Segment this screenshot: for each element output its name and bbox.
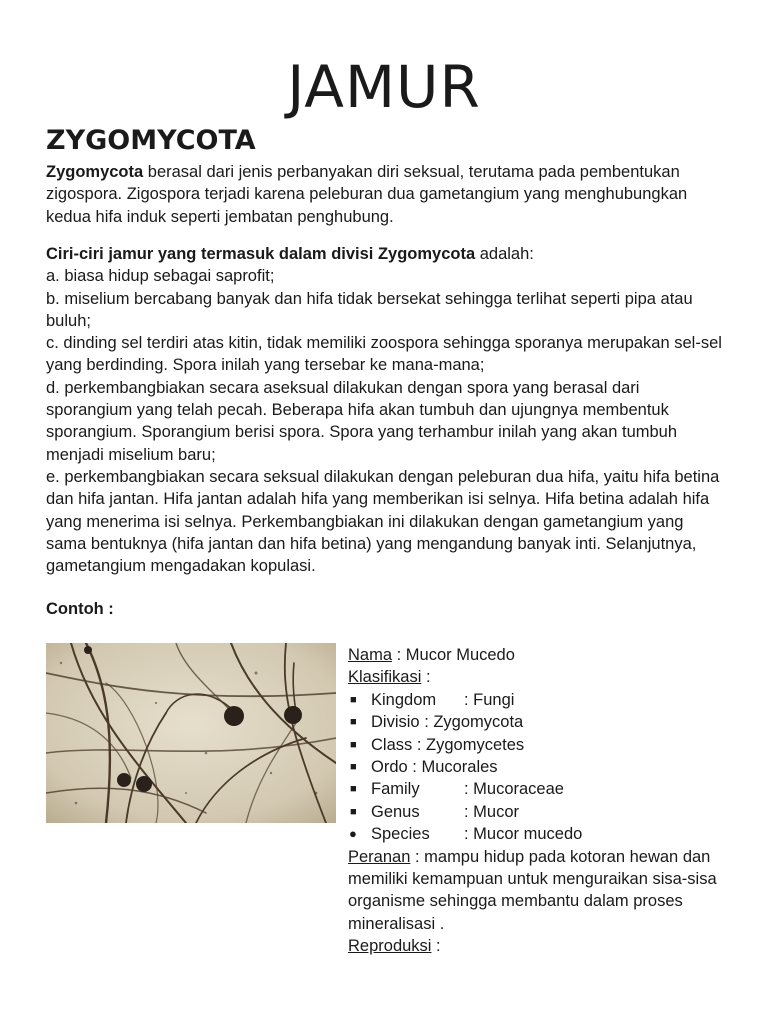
peranan-label: Peranan	[348, 847, 411, 866]
peranan-paragraph	[348, 846, 733, 936]
classification-key: Divisio	[371, 713, 420, 732]
classification-value: : Zygomycetes	[416, 735, 525, 754]
classification-item	[348, 778, 733, 800]
intro-text: berasal dari jenis perbanyakan diri seksual, terutama pada pembentukan zigospora. Zigospora terjadi karena peleburan dua gametangium yang menghubungkan kedua hifa induk seperti jembatan penghubung.	[46, 163, 688, 226]
name-value: : Mucor Mucedo	[392, 646, 515, 664]
section-title: ZYGOMYCOTA	[46, 125, 256, 156]
criteria-item-c: c. dinding sel terdiri atas kitin, tidak memiliki zoospora sehingga sporanya merupakan sel-sel yang berdinding. Spora inilah yang tersebar ke mana-mana;	[46, 334, 722, 375]
square-bullet-icon: ■	[350, 761, 357, 774]
reproduksi-label: Reproduksi	[348, 937, 432, 956]
species-name-line	[348, 644, 733, 666]
name-label: Nama	[348, 646, 393, 664]
classification-value: : Mucoraceae	[464, 780, 564, 799]
example-label: Contoh :	[46, 600, 114, 618]
classification-item	[348, 689, 733, 711]
square-bullet-icon: ■	[350, 805, 357, 818]
reproduksi-line	[348, 935, 733, 957]
klasifikasi-label: Klasifikasi	[348, 668, 422, 687]
reproduksi-colon: :	[431, 937, 441, 956]
intro-paragraph	[46, 161, 726, 228]
square-bullet-icon: ■	[350, 716, 357, 729]
page-title: JAMUR	[287, 53, 481, 121]
square-bullet-icon: ■	[350, 738, 357, 751]
classification-item	[348, 823, 733, 845]
classification-value: : Zygomycota	[424, 713, 524, 732]
klasifikasi-colon: :	[421, 668, 431, 687]
species-info	[348, 644, 733, 958]
klasifikasi-line	[348, 666, 733, 688]
criteria-heading	[46, 243, 726, 265]
classification-item	[348, 756, 733, 778]
classification-value: : Fungi	[464, 690, 515, 709]
square-bullet-icon: ■	[350, 783, 357, 796]
classification-key: Family	[371, 780, 420, 799]
criteria-item-b: b. miselium bercabang banyak dan hifa tidak bersekat sehingga terlihat seperti pipa atau buluh;	[46, 289, 693, 330]
classification-key: Species	[371, 825, 430, 844]
square-bullet-icon: ■	[350, 693, 357, 706]
criteria-item-a: a. biasa hidup sebagai saprofit;	[46, 267, 275, 286]
criteria-heading-rest: adalah:	[475, 245, 534, 263]
classification-key: Class	[371, 735, 413, 754]
classification-item	[348, 734, 733, 756]
criteria-item-e: e. perkembangbiakan secara seksual dilakukan dengan peleburan dua hifa, yaitu hifa betina dan hifa jantan. Hifa jantan adalah hifa yang memberikan isi selnya. Hifa betina adalah hifa yang menerima isi selnya. Perkembangbiakan ini dilakukan dengan gametangium yang sama bentuknya (hifa jantan dan hifa betina) yang mengandung banyak inti. Selanjutnya, gametangium mengadakan kopulasi.	[46, 467, 720, 576]
peranan-text: : mampu hidup pada kotoran hewan dan memiliki kemampuan untuk menguraikan sisa-sisa organisme sehingga membantu dalam proses mineralisasi .	[348, 847, 717, 933]
classification-value: : Mucorales	[412, 758, 498, 777]
classification-key: Ordo	[371, 758, 408, 777]
classification-key: Genus	[371, 802, 420, 821]
criteria-item-d: d. perkembangbiakan secara aseksual dilakukan dengan spora yang berasal dari sporangium yang telah pecah. Beberapa hifa akan tumbuh dan ujungnya membentuk sporangium. Sporangium berisi spora. Spora yang terhambur inilah yang akan tumbuh menjadi miselium baru;	[46, 378, 678, 464]
classification-value: : Mucor mucedo	[464, 825, 583, 844]
round-bullet-icon: ●	[349, 826, 357, 842]
mucor-micrograph	[46, 643, 336, 823]
intro-bold-term: Zygomycota	[46, 163, 144, 181]
classification-value: : Mucor	[464, 802, 520, 821]
classification-item	[348, 801, 733, 823]
classification-item	[348, 711, 733, 733]
criteria-list	[46, 243, 726, 577]
criteria-heading-bold: Ciri-ciri jamur yang termasuk dalam divisi Zygomycota	[46, 245, 476, 263]
mucor-micrograph-illustration	[46, 643, 336, 823]
classification-list	[348, 689, 733, 846]
classification-key: Kingdom	[371, 690, 437, 709]
